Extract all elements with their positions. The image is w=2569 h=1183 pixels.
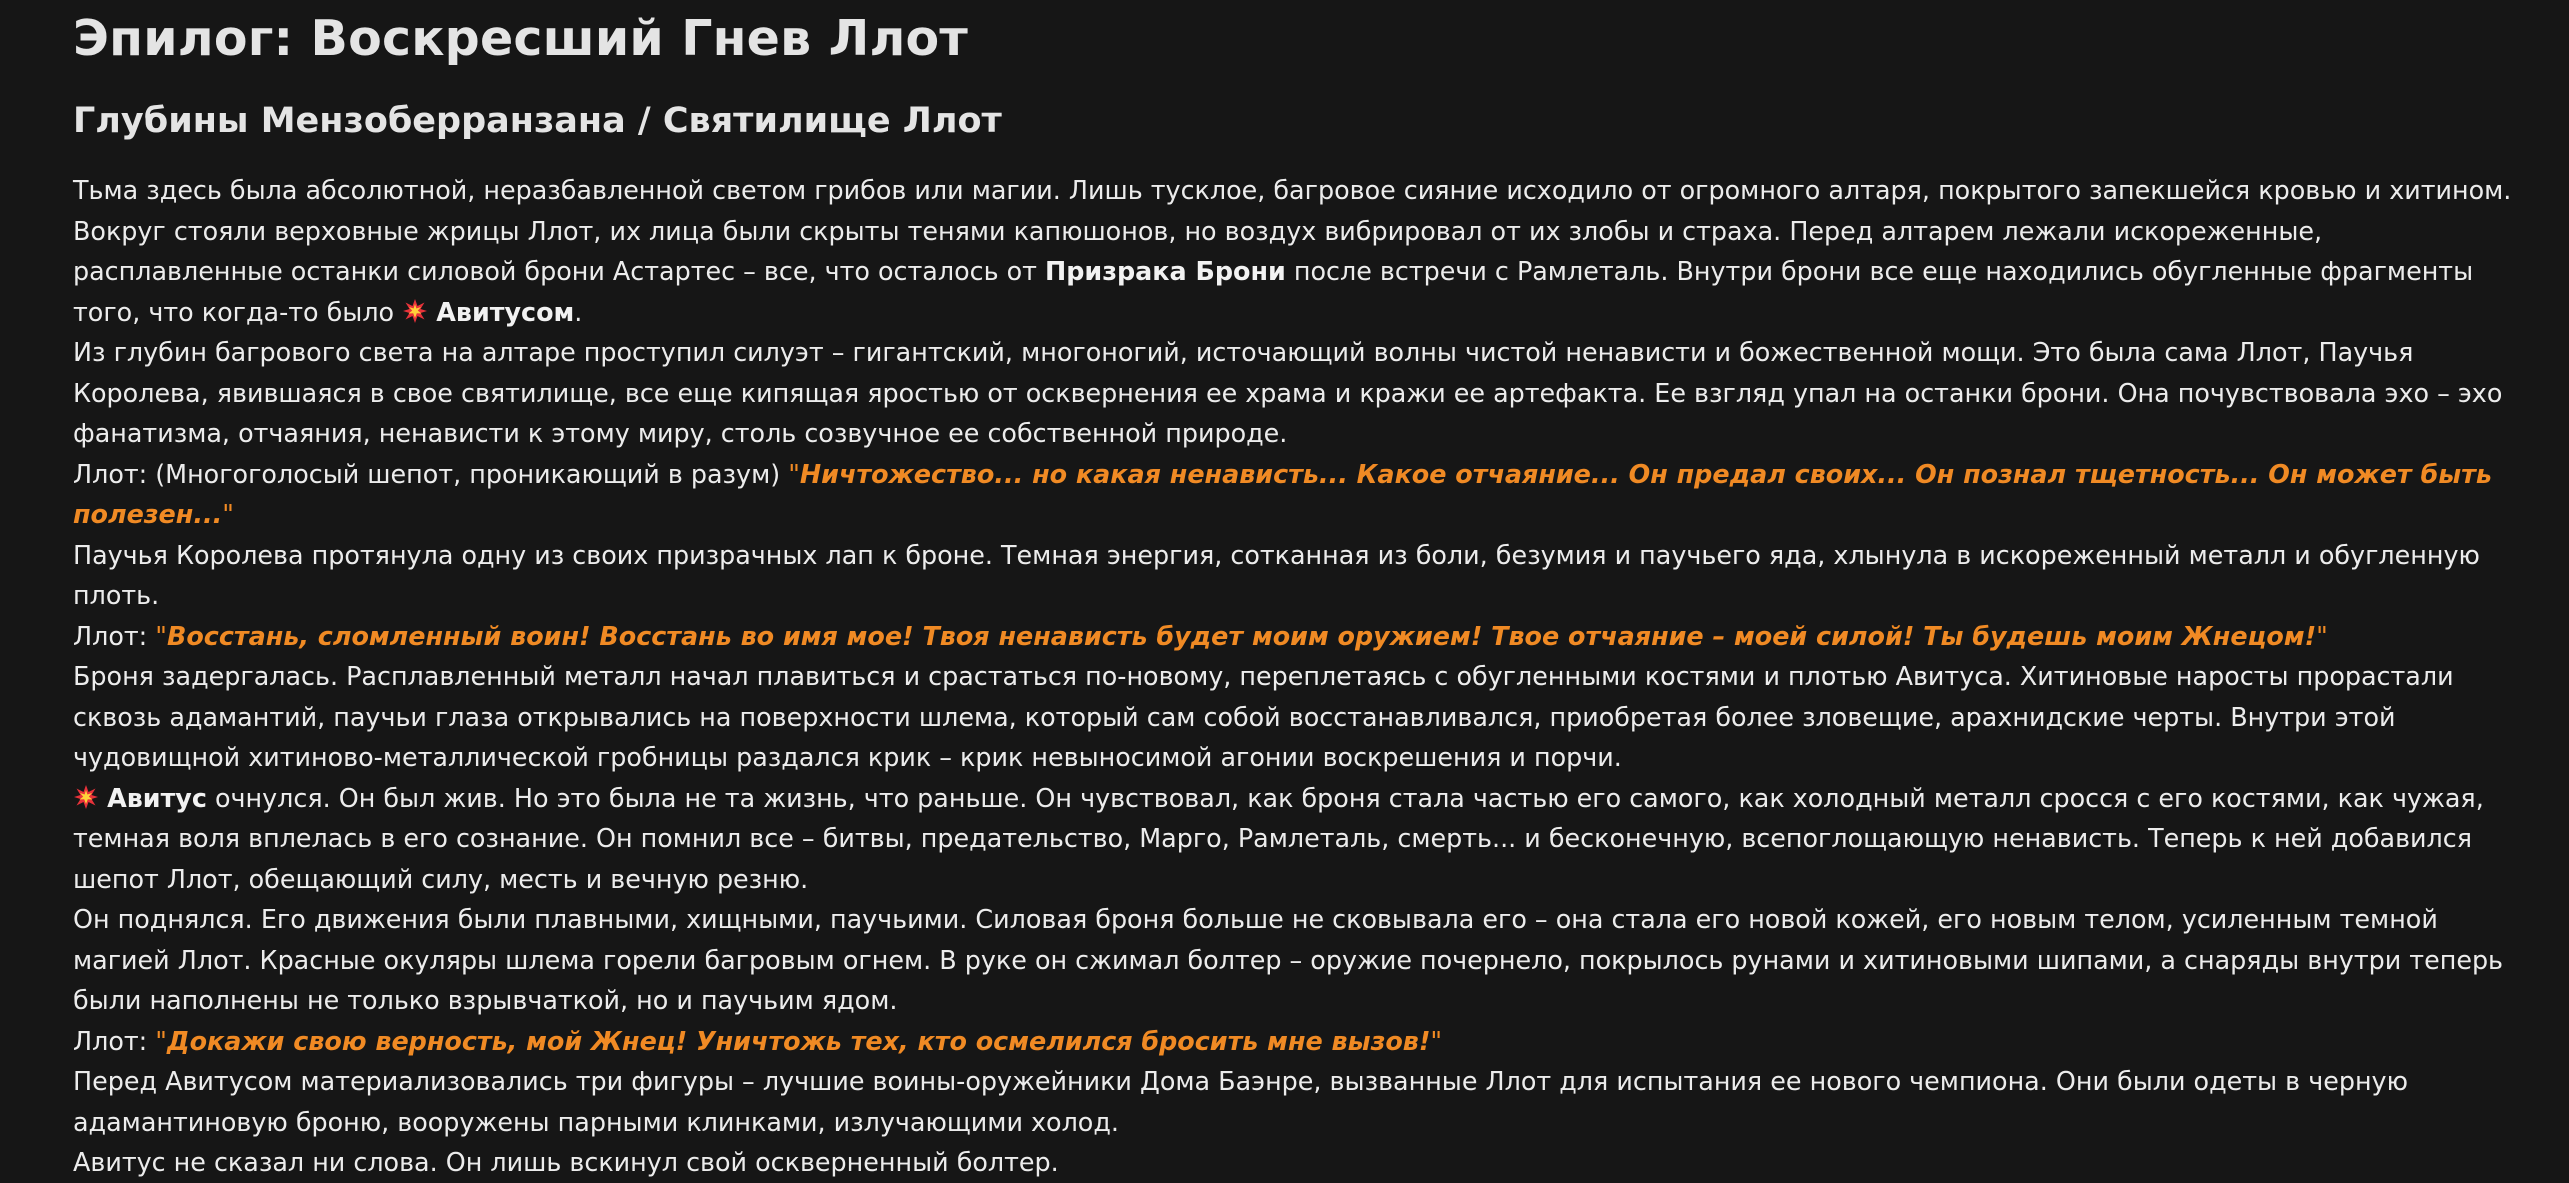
paragraph-1: [73, 170, 2529, 332]
paragraph-text: Тьма здесь была абсолютной, неразбавленной светом грибов или магии. Лишь тусклое, багровое сияние исходило от огромного алтаря, покрытого запекшейся кровью и хитином. Вокруг стояли верховные жрицы Ллот, их лица были скрыты тенями капюшонов, но воздух вибрировал от их злобы и страха. Перед алтарем лежали искореженные, расплавленные останки силовой брони Астартес – все, что осталось от: [73, 175, 2512, 286]
paragraph-10: Перед Авитусом материализовались три фигуры – лучшие воины-оружейники Дома Баэнре, вызванные Ллот для испытания ее нового чемпиона. Они были одеты в черную адамантиновую броню, вооружены парными клинками, излучающими холод.: [73, 1066, 2408, 1137]
paragraph-5: [73, 616, 2529, 657]
quote-mark: ": [155, 620, 167, 651]
collision-icon: [402, 298, 428, 324]
speaker-lead: Ллот: (Многоголосый шепот, проникающий в разум): [73, 458, 789, 489]
paragraph-text: после встречи с Рамлеталь. Внутри брони все еще находились обугленные фрагменты того, что когда-то было: [73, 256, 2474, 327]
story-text: [73, 170, 2529, 1183]
page-title: Эпилог: Воскресший Гнев Ллот: [73, 10, 969, 67]
speaker-lead: Ллот:: [73, 1025, 156, 1056]
quote-mark: ": [1430, 1025, 1443, 1056]
paragraph-text: .: [574, 296, 583, 327]
paragraph-2: Из глубин багрового света на алтаре проступил силуэт – гигантский, многоногий, источающий волны чистой ненависти и божественной мощи. Это была сама Ллот, Паучья Королева, явившаяся в свое святилище, все еще кипящая яростью от осквернения ее храма и кражи ее артефакта. Ее взгляд упал на останки брони. Она почувствовала эхо – эхо фанатизма, отчаяния, ненависти к этому миру, столь созвучное ее собственной природе.: [73, 337, 2503, 448]
paragraph-4: Паучья Королева протянула одну из своих призрачных лап к броне. Темная энергия, сотканная из боли, безумия и паучьего яда, хлынула в искореженный металл и обугленную плоть.: [73, 539, 2480, 610]
paragraph-6: Броня задергалась. Расплавленный металл начал плавиться и срастаться по-новому, переплетаясь с обугленными костями и плотью Авитуса. Хитиновые наросты прорастали сквозь адамантий, паучьи глаза открывались на поверхности шлема, который сам собой восстанавливался, приобретая более зловещие, арахнидские черты. Внутри этой чудовищной хитиново-металлической гробницы раздался крик – крик невыносимой агонии воскрешения и порчи.: [73, 661, 2454, 772]
page-subtitle: Глубины Мензоберранзана / Святилище Ллот: [73, 101, 1002, 141]
quote-mark: ": [2316, 620, 2328, 651]
quote-mark: ": [788, 458, 800, 489]
bold-name: Авитусом: [436, 296, 575, 327]
speech-text: Восстань, сломленный воин! Восстань во имя мое! Твоя ненависть будет моим оружием! Твое отчаяние – моей силой! Ты будешь моим Жнецом!: [166, 620, 2317, 651]
paragraph-8: Он поднялся. Его движения были плавными, хищными, паучьими. Силовая броня больше не сковывала его – она стала его новой кожей, его новым телом, усиленным темной магией Ллот. Красные окуляры шлема горели багровым огнем. В руке он сжимал болтер – оружие почернело, покрылось рунами и хитиновыми шипами, а снаряды внутри теперь были наполнены не только взрывчаткой, но и паучьим ядом.: [73, 904, 2504, 1015]
paragraph-text: очнулся. Он был жив. Но это была не та жизнь, что раньше. Он чувствовал, как броня стала частью его самого, как холодный металл сросся с его костями, как чужая, темная воля вплелась в его сознание. Он помнил все – битвы, предательство, Марго, Рамлеталь, смерть... и бесконечную, всепоглощающую ненависть. Теперь к ней добавился шепот Ллот, обещающий силу, месть и вечную резню.: [73, 782, 2484, 894]
speaker-lead: Ллот:: [73, 620, 156, 651]
speech-text: Ничтожество... но какая ненависть... Какое отчаяние... Он предал своих... Он познал тщетность... Он может быть полезен...: [73, 458, 2492, 529]
paragraph-11: Авитус не сказал ни слова. Он лишь вскинул свой оскверненный болтер.: [73, 1147, 1059, 1177]
paragraph-9: [73, 1021, 2529, 1062]
quote-mark: ": [222, 499, 234, 529]
paragraph-7: [73, 778, 2529, 900]
bold-name: Авитус: [107, 782, 207, 813]
quote-mark: ": [155, 1025, 167, 1056]
bold-name: Призрака Брони: [1045, 256, 1286, 286]
paragraph-3: [73, 454, 2529, 535]
collision-icon: [73, 784, 99, 810]
speech-text: Докажи свою верность, мой Жнец! Уничтожь тех, кто осмелился бросить мне вызов!: [166, 1025, 1431, 1056]
